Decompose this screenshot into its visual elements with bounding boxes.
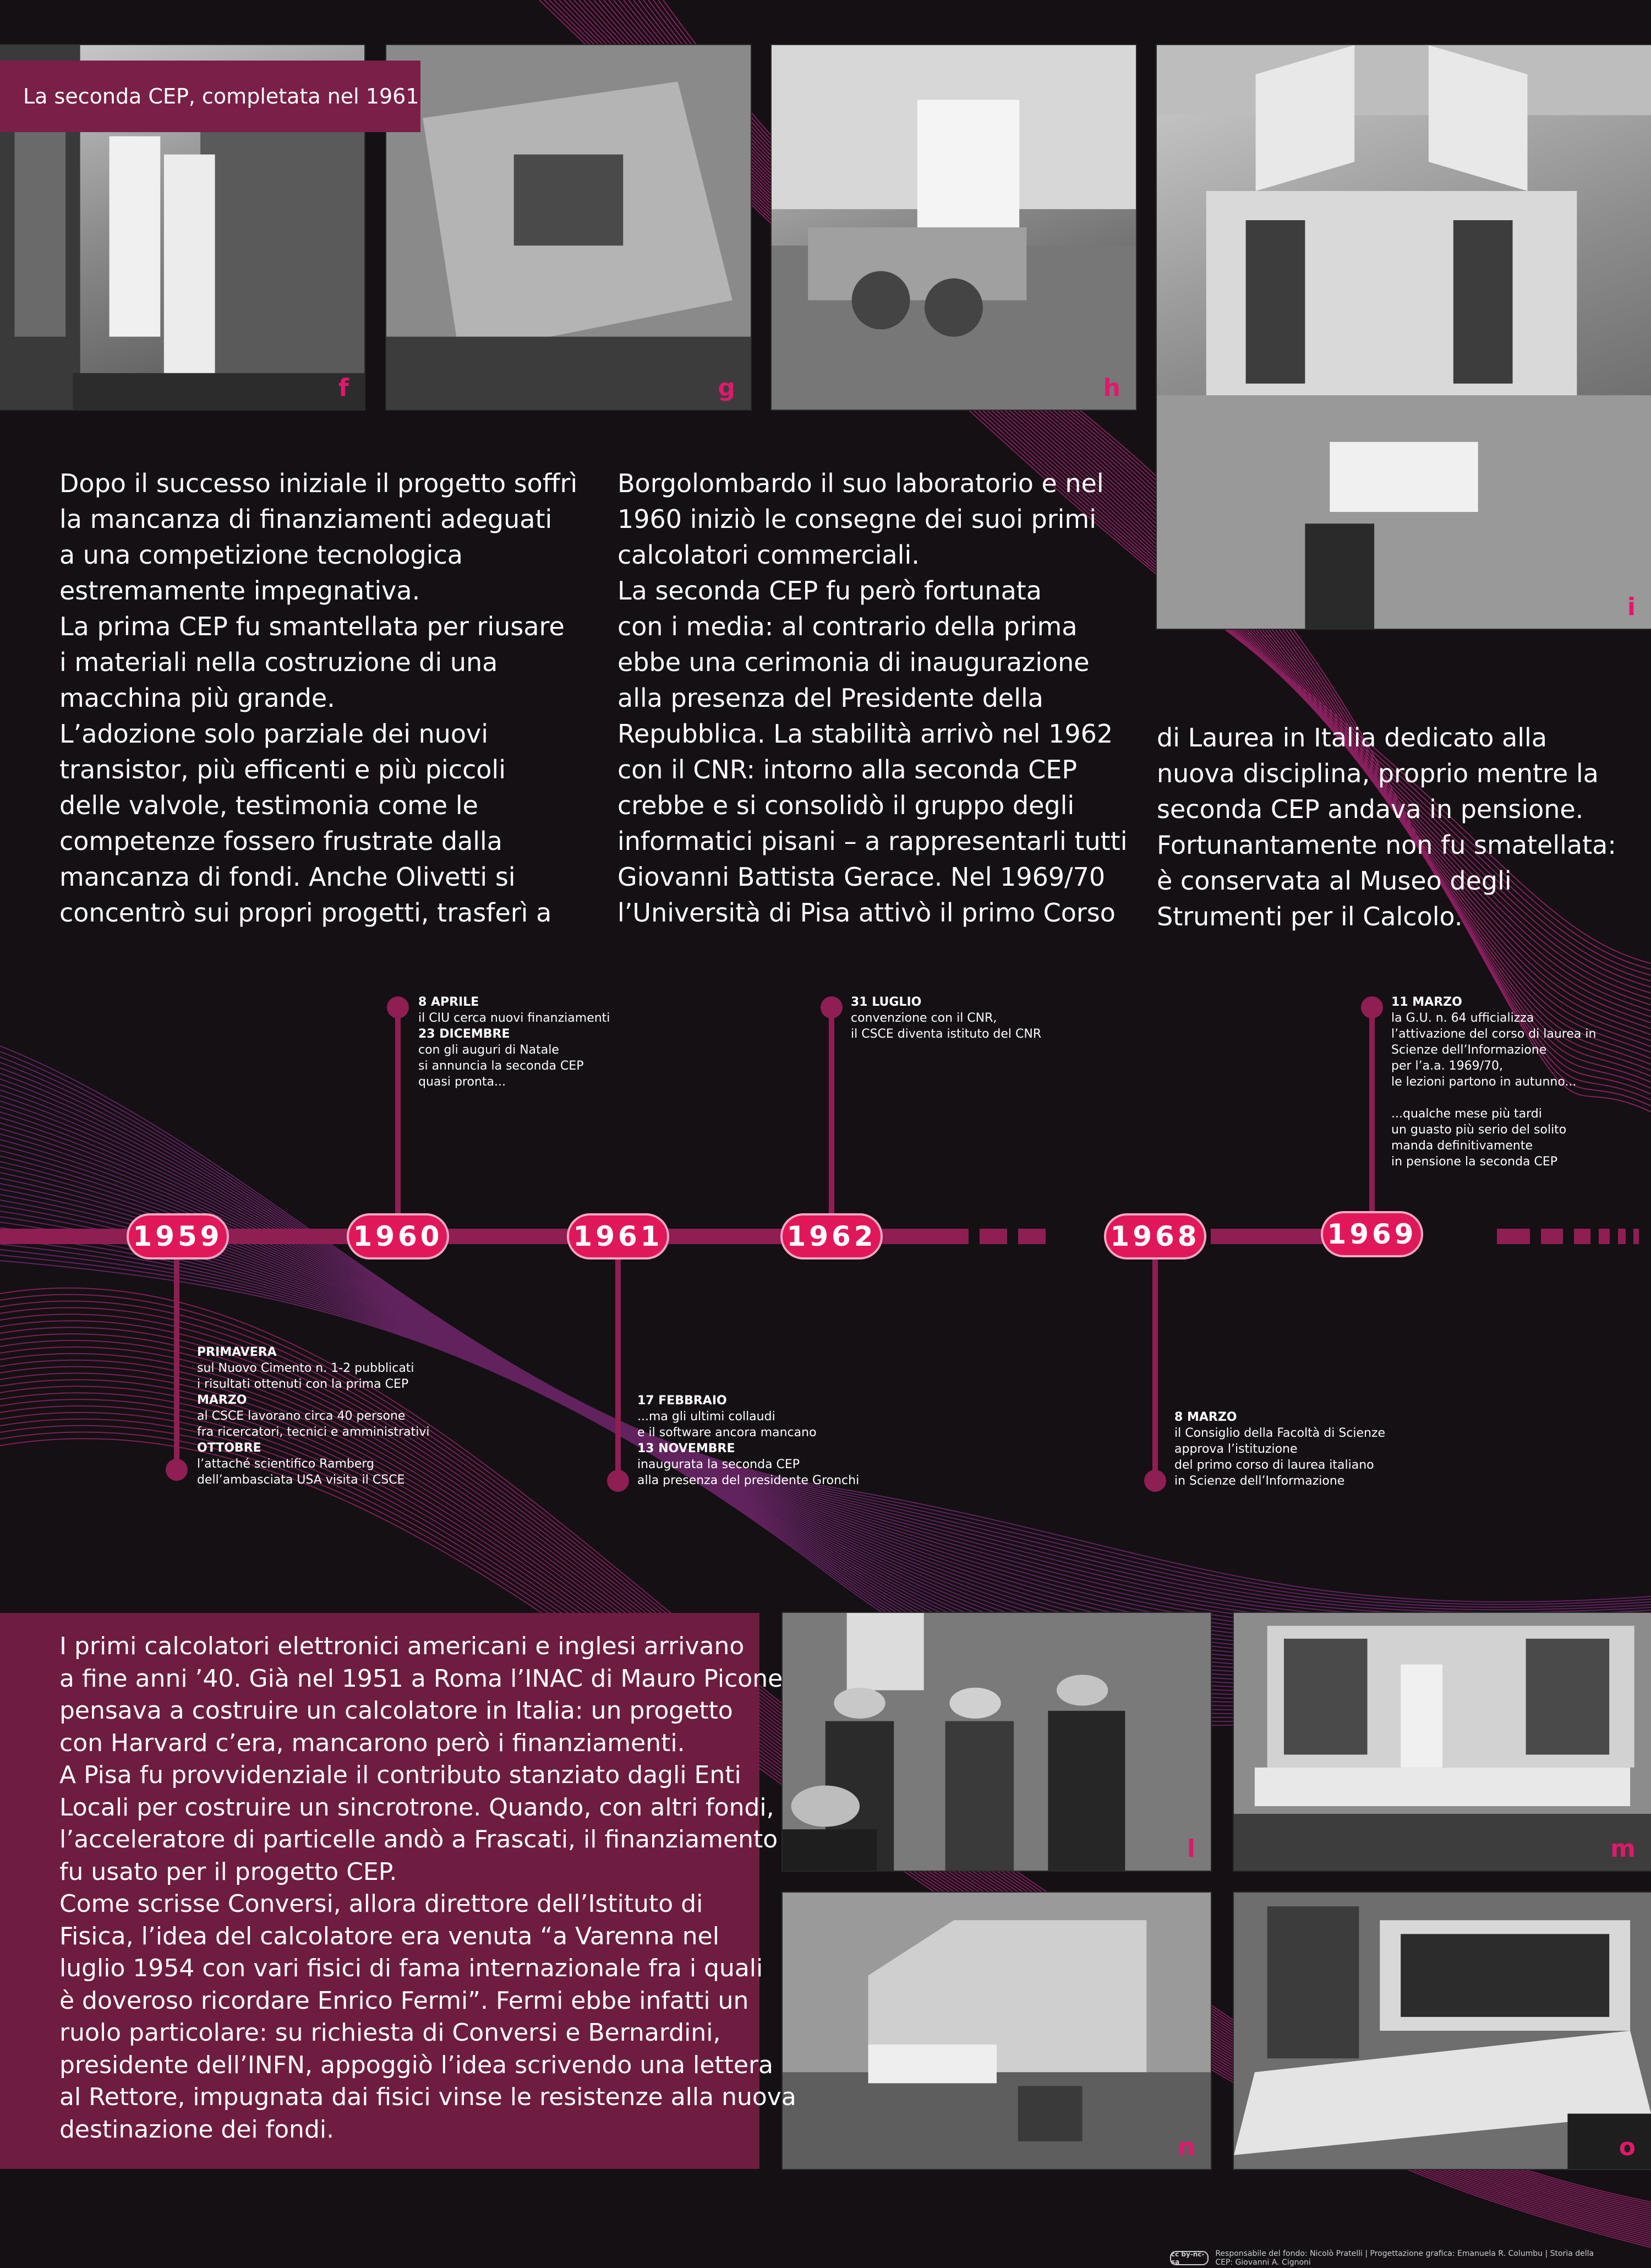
text-column-1: Dopo il successo iniziale il progetto soffrì la mancanza di finanziamenti adeguati a una competizione tecnologica estremamente impegnativa. La prima CEP fu smantellata per riusare i materiali nella costruzione di una macchina più grande. L’adozione solo parziale dei nuovi transistor, più efficenti e più piccoli delle valvole, testimonia come le competenze fossero frustrate dalla mancanza di fondi. Anche Olivetti si concentrò sui propri progetti, trasferì a — [59, 468, 578, 928]
year-badge-1969: 1969 — [1321, 1211, 1423, 1257]
credits-text: Responsabile del fondo: Nicolò Pratelli | Progettazione grafica: Emanuela R. Columbu | Storia della CEP: Giovanni A. Cignoni — [1215, 2249, 1594, 2267]
timeline-axis-dash — [1497, 1229, 1530, 1244]
timeline-note-1960 — [418, 994, 610, 1090]
event-text: manda definitivamente — [1391, 1139, 1533, 1153]
event-date: 8 MARZO — [1174, 1410, 1237, 1424]
photo-m-technicians-at-console — [1234, 1613, 1651, 1871]
photo-n-cep-room — [783, 1893, 1211, 2169]
photo-i-cep-room-with-operator — [1157, 45, 1651, 629]
timeline-axis-dash — [941, 1229, 969, 1244]
photo-letter: m — [1610, 1835, 1636, 1863]
timeline-note-1961 — [637, 1393, 859, 1489]
timeline-dot-1960 — [387, 996, 409, 1018]
event-text: Scienze dell’Informazione — [1391, 1043, 1547, 1057]
event-date: OTTOBRE — [197, 1441, 261, 1455]
timeline-axis-dash — [980, 1229, 1007, 1244]
timeline-stem-1959 — [174, 1244, 179, 1464]
timeline-note-1959 — [197, 1344, 429, 1488]
timeline-axis-dash — [1618, 1229, 1626, 1244]
event-date: 31 LUGLIO — [851, 995, 922, 1009]
event-text: il CSCE diventa istituto del CNR — [851, 1027, 1042, 1041]
photo-h-operators-at-desk — [772, 45, 1136, 410]
intro-text: I primi calcolatori elettronici americani e inglesi arrivano a fine anni ’40. Già nel 1951 a Roma l’INAC di Mauro Picone pensava a costruire un calcolatore in Italia: un progetto con Harvard c’era, mancarono però i finanziamenti. A Pisa fu provvidenziale il contributo stanziato dagli Enti Locali per costruire un sincrotrone. Quando, con altri fondi, l’acceleratore di particelle andò a Frascati, il finanziamento fu usato per il progetto CEP. Come scrisse Conversi, allora direttore dell’Istituto di Fisica, l’idea del calcolatore era venuta “a Varenna nel luglio 1954 con vari fisici di fama internazionale fra i quali è doveroso ricordare Enrico Fermi”. Fermi ebbe infatti un ruolo particolare: su richiesta di Conversi e Bernardini, presidente dell’INFN, appoggiò l’idea scrivendo una lettera al Rettore, impugnata dai fisici vinse le resistenze alla nuova destinazione dei fondi. — [59, 1632, 796, 2144]
event-text: del primo corso di laurea italiano — [1174, 1458, 1374, 1472]
timeline-note-1962 — [851, 994, 1041, 1042]
footer-credits — [1170, 2251, 1610, 2265]
photo-letter: n — [1178, 2133, 1195, 2161]
timeline-stem-1969 — [1369, 1007, 1375, 1229]
photo-letter: o — [1619, 2133, 1636, 2161]
timeline-note-1968 — [1174, 1409, 1385, 1489]
text-column-2: Borgolombardo il suo laboratorio e nel 1960 iniziò le consegne dei suoi primi calcolatori commerciali. La seconda CEP fu però fortunata con i media: al contrario della prima ebbe una cerimonia di inaugurazione alla presenza del Presidente della Repubblica. La stabilità arrivò nel 1962 con il CNR: intorno alla seconda CEP crebbe e si consolidò il gruppo degli informatici pisani – a rappresentarli tutti Giovanni Battista Gerace. Nel 1969/70 l’Università di Pisa attivò il primo Corso — [617, 468, 1128, 928]
creative-commons-badge: cc by-nc-sa — [1170, 2251, 1209, 2265]
event-text: al CSCE lavorano circa 40 persone — [197, 1409, 406, 1423]
event-text: quasi pronta... — [418, 1075, 506, 1089]
timeline-stem-1962 — [829, 1007, 834, 1229]
event-date: PRIMAVERA — [197, 1345, 277, 1359]
photo-letter: l — [1187, 1835, 1195, 1863]
event-date: MARZO — [197, 1393, 247, 1407]
photo-caption: La seconda CEP, completata nel 1961 — [0, 61, 420, 132]
photo-letter: g — [718, 374, 735, 402]
event-text: ...ma gli ultimi collaudi — [637, 1410, 775, 1424]
timeline-axis-dash — [1599, 1229, 1610, 1244]
year-badge-1959: 1959 — [127, 1213, 229, 1260]
event-date: 8 APRILE — [418, 995, 479, 1009]
timeline-stem-1968 — [1152, 1244, 1158, 1475]
event-text: in Scienze dell’Informazione — [1174, 1474, 1345, 1488]
event-text: l’attivazione del corso di laurea in — [1391, 1027, 1597, 1041]
event-text: i risultati ottenuti con la prima CEP — [197, 1377, 409, 1391]
event-text: si annuncia la seconda CEP — [418, 1059, 584, 1073]
event-text: le lezioni partono in autunno... — [1391, 1075, 1577, 1089]
event-text: convenzione con il CNR, — [851, 1011, 997, 1025]
event-text: il Consiglio della Facoltà di Scienze — [1174, 1426, 1386, 1440]
photo-o-control-console — [1234, 1893, 1651, 2169]
event-text: sul Nuovo Cimento n. 1-2 pubblicati — [197, 1361, 414, 1375]
event-text: fra ricercatori, tecnici e amministrativi — [197, 1425, 430, 1439]
event-text: un guasto più serio del solito — [1391, 1123, 1567, 1137]
timeline-dot-1968 — [1144, 1470, 1166, 1492]
timeline-dot-1962 — [821, 996, 843, 1018]
timeline-stem-1961 — [615, 1244, 621, 1475]
event-text: per l’a.a. 1969/70, — [1391, 1059, 1503, 1073]
event-text: in pensione la seconda CEP — [1391, 1155, 1558, 1169]
event-text: il CIU cerca nuovi finanziamenti — [418, 1011, 610, 1025]
timeline-dot-1961 — [607, 1470, 629, 1492]
event-date: 17 FEBBRAIO — [637, 1394, 727, 1408]
photo-l-inauguration-crowd — [783, 1613, 1211, 1871]
timeline-dot-1959 — [166, 1459, 188, 1481]
event-date: 23 DICEMBRE — [418, 1027, 510, 1041]
event-text: e il software ancora mancano — [637, 1426, 817, 1440]
timeline-stem-1960 — [395, 1007, 401, 1229]
timeline-axis-dash — [1018, 1229, 1046, 1244]
year-badge-1968: 1968 — [1104, 1213, 1206, 1260]
photo-letter: f — [338, 374, 349, 402]
timeline-note-1969 — [1391, 994, 1596, 1170]
photo-g-memory-unit — [386, 45, 751, 410]
timeline-axis-dash — [1574, 1229, 1590, 1244]
event-text: la G.U. n. 64 ufficializza — [1391, 1011, 1534, 1025]
event-text: inaugurata la seconda CEP — [637, 1458, 800, 1471]
event-text: l’attaché scientifico Ramberg — [197, 1457, 375, 1471]
event-date: 11 MARZO — [1391, 995, 1462, 1009]
event-date: 13 NOVEMBRE — [637, 1442, 735, 1455]
year-badge-1961: 1961 — [567, 1213, 669, 1260]
timeline-axis-dash — [1633, 1229, 1639, 1244]
photo-letter: i — [1627, 593, 1636, 621]
text-column-3: di Laurea in Italia dedicato alla nuova disciplina, proprio mentre la seconda CEP andava in pensione. Fortunantamente non fu smatellata: è conservata al Museo degli Strumenti per il Calcolo. — [1157, 723, 1616, 931]
photo-letter: h — [1103, 374, 1120, 402]
event-text — [1391, 1090, 1596, 1106]
year-badge-1960: 1960 — [347, 1213, 449, 1260]
event-text: alla presenza del presidente Gronchi — [637, 1474, 860, 1487]
year-badge-1962: 1962 — [780, 1213, 883, 1260]
event-text: ...qualche mese più tardi — [1391, 1107, 1542, 1121]
timeline-dot-1969 — [1361, 996, 1383, 1018]
timeline-axis-dash — [1541, 1229, 1563, 1244]
event-text: con gli auguri di Natale — [418, 1043, 559, 1057]
event-text: approva l’istituzione — [1174, 1442, 1298, 1456]
event-text: dell’ambasciata USA visita il CSCE — [197, 1473, 405, 1487]
